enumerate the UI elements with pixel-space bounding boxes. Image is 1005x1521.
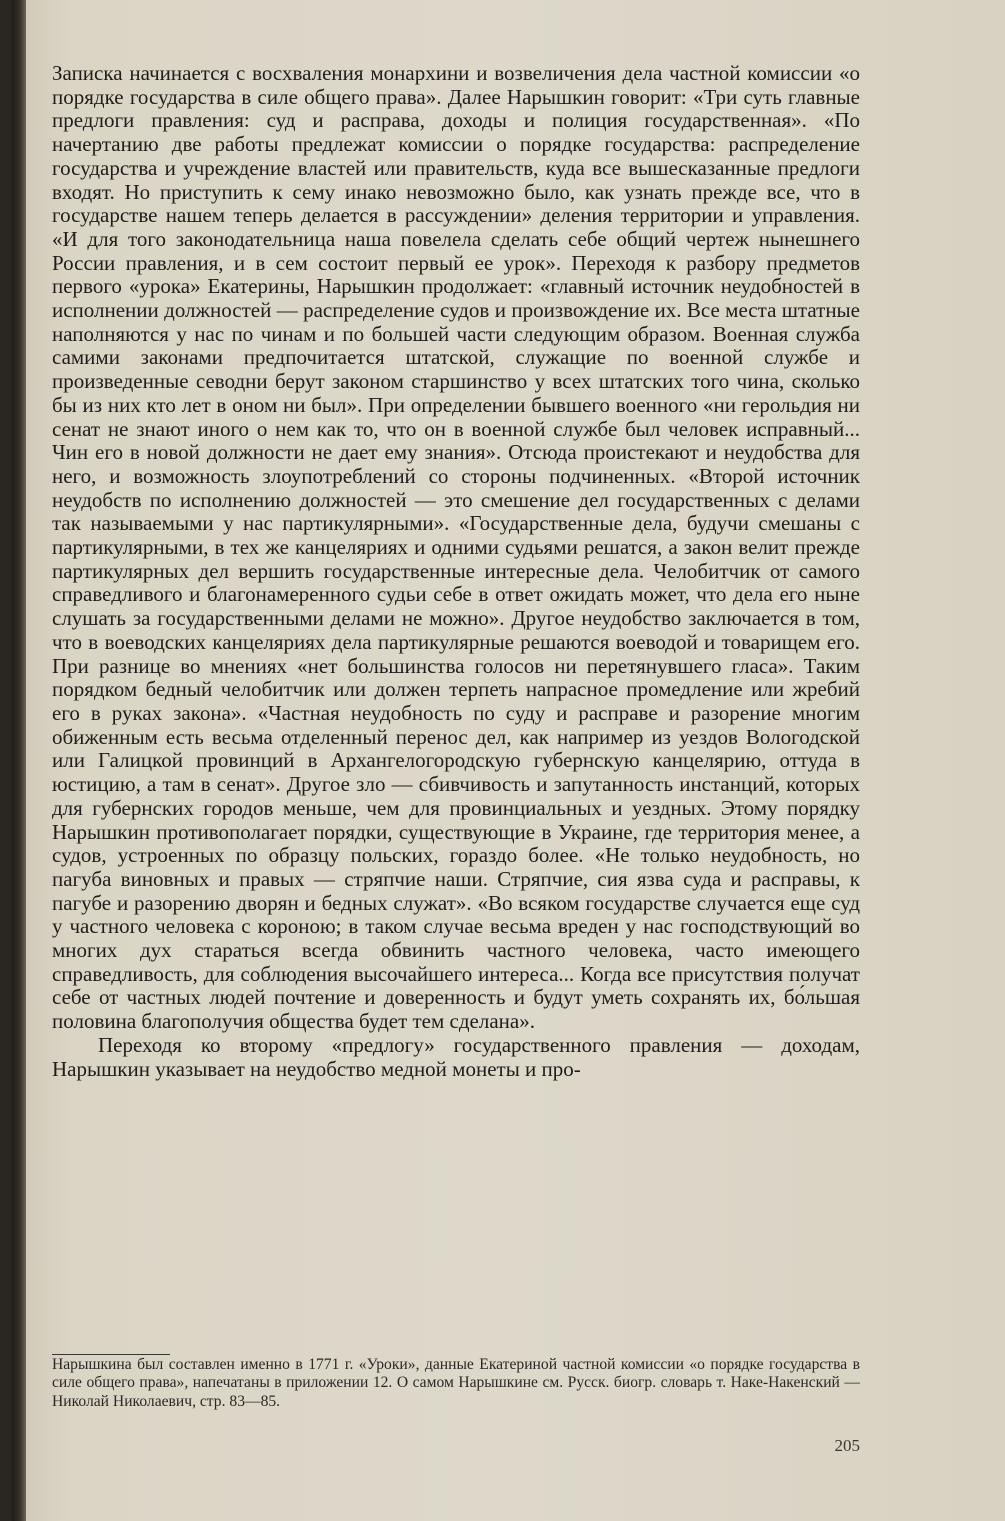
main-text-block: [52, 62, 860, 1081]
footnote-separator: [52, 1354, 170, 1355]
body-paragraph-1: Записка начинается с восхваления монархини и возвеличения дела частной комиссии «о порядке государства в силе общего права». Далее Нарышкин говорит: «Три суть главные предлоги правления: суд и расправа, доходы и полиция государственная». «По начертанию две работы предлежат комиссии о порядке государства: распределение государства и учреждение властей или правительств, куда все вышесказанные предлоги входят. Но приступить к сему инако невозможно было, как узнать прежде все, что в государстве нашем теперь делается в рассуждении» деления территории и управления. «И для того законодательница наша повелела сделать себе общий чертеж нынешнего России правления, и в сем состоит первый ее урок». Переходя к разбору предметов первого «урока» Екатерины, Нарышкин продолжает: «главный источник неудобностей в исполнении должностей — распределение судов и произвождение их. Все места штатные наполняются у нас по чинам и по большей части следующим образом. Военная служба самими законами предпочитается штатской, служащие по военной службе и произведенные севодни берут законом старшинство у всех штатских того чина, сколько бы из них кто лет в оном ни был». При определении бывшего военного «ни герольдия ни сенат не знают иного о нем как то, что он в военной службе был человек исправный... Чин его в новой должности не дает ему знания». Отсюда проистекают и неудобства для него, и возможность злоупотреблений со стороны подчиненных. «Второй источник неудобств по исполнению должностей — это смешение дел государственных с делами так называемыми у нас партикулярными». «Государственные дела, будучи смешаны с партикулярными, в тех же канцеляриях и одними судьями решатся, а закон велит прежде партикулярных дел вершить государственные интересные дела. Челобитчик от самого справедливого и благонамеренного судьи себе в ответ ожидать может, что дела его ныне слушать за государственными делами не можно». Другое неудобство заключается в том, что в воеводских канцеляриях дела партикулярные решаются воеводой и товарищем его. При разнице во мнениях «нет большинства голосов ни перетянувшего гласа». Таким порядком бедный челобитчик или должен терпеть напрасное промедление или жребий его в руках закона». «Частная неудобность по суду и расправе и разорение многим обиженным есть весьма отделенный перенос дел, как например из уездов Вологодской или Галицкой провинций в Архангелогородскую губернскую канцелярию, оттуда в юстицию, а там в сенат». Другое зло — сбивчивость и запутанность инстанций, которых для губернских городов меньше, чем для провинциальных и уездных. Этому порядку Нарышкин противополагает порядки, существующие в Украине, где территория менее, а судов, устроенных по образцу польских, гораздо более. «Не только неудобность, но пагуба виновных и правых — стряпчие наши. Стряпчие, сия язва суда и расправы, к пагубе и разорению дворян и бедных служат». «Во всяком государстве случается еще суд у частного человека с короною; в таком случае весьма вреден у нас господствующий во многих дух стараться всегда обвинить частного человека, часто имеющего справедливость, для соблюдения высочайшего интереса... Когда все присутствия получат себе от частных людей почтение и доверенность и будут уметь сохранять их, бо́льшая половина благополучия общества будет тем сделана».: [52, 61, 860, 1034]
page-spine-shadow: [12, 0, 26, 1521]
body-paragraph-2: Переходя ко второму «предлогу» государственного правления — доходам, Нарышкин указывает на неудобство медной монеты и про-: [52, 1032, 860, 1081]
book-page: [12, 0, 1005, 1521]
footnote: Нарышкина был составлен именно в 1771 г. «Уроки», данные Екатериной частной комиссии «о порядке государства в силе общего права», напечатаны в приложении 12. О самом Нарышкине см. Русск. биогр. словарь т. Наке-Накенский — Николай Николаевич, стр. 83—85.: [52, 1356, 860, 1410]
page-number: 205: [834, 1436, 860, 1455]
